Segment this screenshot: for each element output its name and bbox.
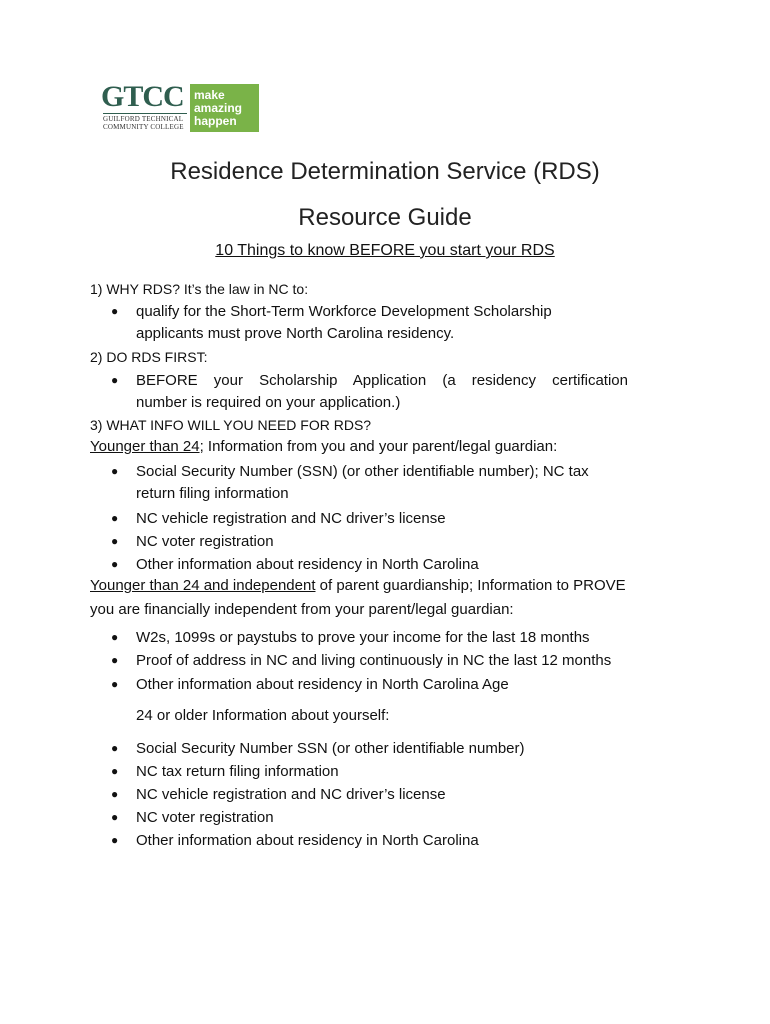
younger-paragraph (90, 437, 557, 457)
list-item (111, 830, 479, 851)
bullet-icon: ● (111, 557, 119, 571)
independent-paragraph (90, 576, 626, 596)
list-item-text: Proof of address in NC and living continuously in NC the last 12 months (136, 652, 612, 669)
bullet-icon: ● (111, 677, 119, 691)
independent-paragraph-line2: you are financially independent from your parent/legal guardian: (90, 601, 514, 618)
logo-subtitle-line2: COMMUNITY COLLEGE (103, 123, 184, 131)
list-item-text: Social Security Number SSN (or other identifiable number) (136, 740, 525, 757)
list-item-text: BEFORE your Scholarship Application (a residency certification (136, 372, 628, 389)
list-item (111, 627, 590, 648)
tagline-line2: amazing (194, 101, 243, 115)
list-item-text: Other information about residency in North Carolina (136, 556, 479, 573)
logo-tagline-box (190, 84, 259, 132)
bullet-icon: ● (111, 810, 119, 824)
list-item-continuation: 24 or older Information about yourself: (136, 707, 390, 724)
bullet-icon: ● (111, 464, 119, 478)
list-item (111, 738, 525, 759)
section2-heading: 2) DO RDS FIRST: (90, 349, 208, 365)
bullet-icon: ● (111, 511, 119, 525)
bullet-icon: ● (111, 787, 119, 801)
bullet-icon: ● (111, 373, 119, 387)
independent-label: Younger than 24 and independent (90, 577, 316, 594)
list-item-continuation: return filing information (136, 485, 289, 502)
list-item-text: Other information about residency in North Carolina Age (136, 676, 509, 693)
subtitle-text: 10 Things to know BEFORE you start your RDS (215, 242, 555, 259)
list-item (111, 784, 446, 805)
logo-divider (103, 113, 187, 114)
bullet-icon: ● (111, 630, 119, 644)
bullet-icon: ● (111, 653, 119, 667)
list-item-continuation: applicants must prove North Carolina residency. (136, 325, 455, 342)
list-item-text: W2s, 1099s or paystubs to prove your income for the last 18 months (136, 629, 590, 646)
gtcc-logo (101, 80, 259, 132)
younger-label: Younger than 24 (90, 438, 200, 455)
list-item (111, 650, 611, 671)
list-item-text: Social Security Number (SSN) (or other identifiable number); NC tax (136, 463, 589, 480)
bullet-icon: ● (111, 833, 119, 847)
bullet-icon: ● (111, 304, 119, 318)
list-item (111, 508, 446, 529)
logo-subtitle-line1: GUILFORD TECHNICAL (103, 115, 184, 123)
list-item (111, 461, 589, 482)
list-item (111, 531, 274, 552)
list-item (111, 301, 552, 322)
section1-heading: 1) WHY RDS? It’s the law in NC to: (90, 281, 309, 297)
list-item-text: NC voter registration (136, 533, 274, 550)
tagline-line3: happen (194, 114, 237, 128)
section3-heading: 3) WHAT INFO WILL YOU NEED FOR RDS? (90, 417, 372, 433)
list-item (111, 554, 479, 575)
list-item-text: NC tax return filing information (136, 763, 339, 780)
independent-text: of parent guardianship; Information to PROVE (315, 577, 626, 594)
list-item-text: NC vehicle registration and NC driver’s license (136, 786, 446, 803)
list-item (111, 761, 339, 782)
page-title: Residence Determination Service (RDS) (170, 158, 600, 185)
list-item (111, 807, 274, 828)
logo-wordmark (101, 80, 189, 132)
list-item-text: NC vehicle registration and NC driver’s license (136, 510, 446, 527)
list-item (111, 674, 509, 695)
list-item (111, 370, 628, 391)
list-item-continuation: number is required on your application.) (136, 394, 401, 411)
logo-mark: GTCC (101, 80, 184, 113)
list-item-text: qualify for the Short-Term Workforce Development Scholarship (136, 303, 552, 320)
page-title-line2: Resource Guide (298, 204, 472, 231)
bullet-icon: ● (111, 741, 119, 755)
list-item-text: NC voter registration (136, 809, 274, 826)
list-item-text: Other information about residency in North Carolina (136, 832, 479, 849)
page-subtitle (0, 241, 770, 261)
tagline-line1: make (194, 88, 225, 102)
younger-text: ; Information from you and your parent/legal guardian: (199, 438, 558, 455)
bullet-icon: ● (111, 534, 119, 548)
bullet-icon: ● (111, 764, 119, 778)
